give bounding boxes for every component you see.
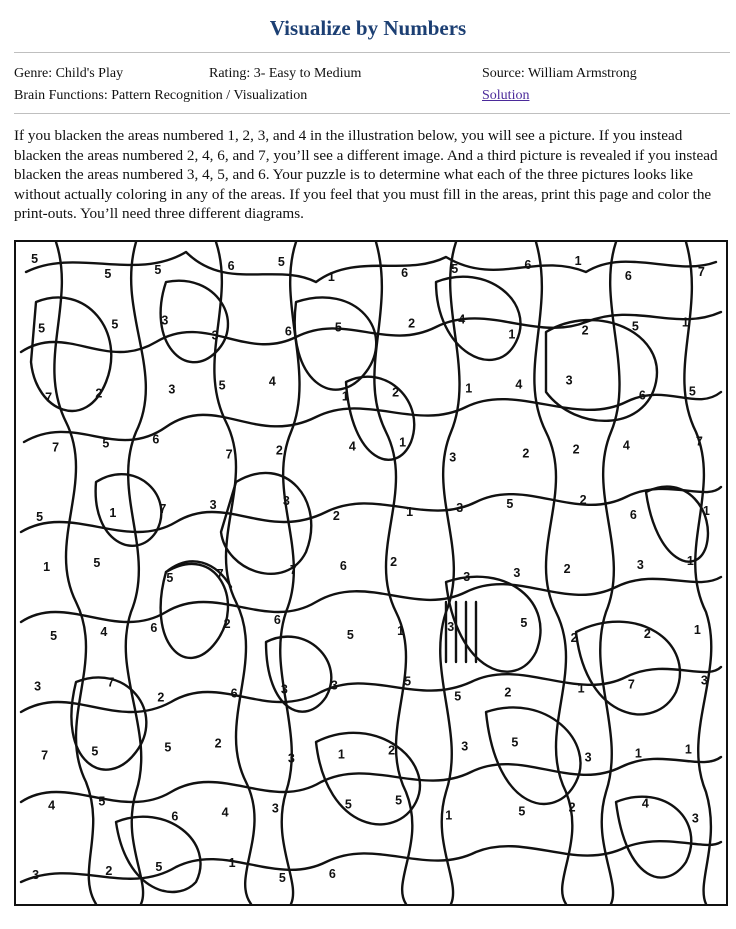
- region-number: 2: [568, 800, 576, 815]
- region-number: 4: [221, 805, 229, 820]
- region-number: 6: [227, 259, 235, 274]
- region-number: 2: [579, 492, 587, 507]
- region-number: 1: [508, 327, 516, 342]
- brain-functions-label: Brain Functions: Pattern Recognition / Visualization: [14, 88, 308, 103]
- region-number: 5: [91, 744, 99, 759]
- region-number: 1: [406, 504, 414, 519]
- region-number: 4: [515, 377, 523, 392]
- region-number: 4: [348, 439, 356, 454]
- region-number: 5: [631, 319, 639, 334]
- region-number: 5: [395, 793, 403, 808]
- region-number: 6: [524, 258, 532, 273]
- region-number: 3: [691, 811, 699, 826]
- region-number: 3: [271, 801, 279, 816]
- region-number: 7: [289, 563, 297, 577]
- region-number: 6: [328, 866, 336, 881]
- region-number: 2: [581, 323, 589, 338]
- region-number: 2: [563, 562, 571, 576]
- region-number: 4: [641, 796, 649, 811]
- region-number: 6: [624, 269, 632, 284]
- region-number: 5: [50, 629, 58, 644]
- region-number: 7: [52, 440, 60, 455]
- region-number: 4: [622, 438, 630, 453]
- region-number: 1: [327, 270, 335, 285]
- region-number: 1: [634, 746, 642, 761]
- region-number: 5: [451, 262, 459, 277]
- region-number: 6: [230, 686, 238, 701]
- region-number: 5: [218, 378, 226, 393]
- region-number: 6: [638, 388, 646, 403]
- region-number: 5: [36, 509, 44, 524]
- region-number: 5: [31, 252, 39, 267]
- region-number: 3: [565, 373, 573, 388]
- region-number: 2: [390, 555, 398, 569]
- region-number: 7: [627, 677, 635, 692]
- region-number: 2: [214, 736, 222, 751]
- region-number: 2: [332, 508, 340, 523]
- region-number: 5: [506, 496, 514, 511]
- region-number: 5: [518, 804, 526, 819]
- solution-link[interactable]: Solution: [482, 88, 530, 103]
- region-number: 5: [511, 735, 519, 750]
- region-number: 1: [445, 808, 453, 823]
- region-number: 2: [572, 442, 580, 457]
- region-number: 5: [98, 794, 106, 809]
- region-number: 3: [461, 739, 469, 754]
- region-number: 7: [41, 748, 49, 763]
- region-number: 5: [166, 571, 174, 585]
- region-number: 1: [684, 742, 692, 757]
- region-number: 3: [463, 570, 471, 584]
- region-number: 4: [268, 374, 276, 389]
- region-number: 5: [346, 628, 354, 643]
- region-number: 3: [449, 450, 457, 465]
- region-number: 1: [465, 381, 473, 396]
- region-number: 5: [102, 436, 110, 451]
- region-number: 7: [216, 567, 224, 581]
- source-label: Source: William Armstrong: [482, 66, 637, 81]
- region-number: 5: [520, 616, 528, 631]
- region-number: 3: [280, 682, 288, 697]
- region-number: 4: [48, 798, 56, 813]
- region-number: 5: [688, 384, 696, 399]
- region-number: 3: [211, 328, 219, 343]
- region-number: 3: [700, 673, 708, 688]
- region-number: 3: [209, 497, 217, 512]
- region-number: 3: [287, 751, 295, 766]
- region-number: 3: [584, 750, 592, 765]
- region-number: 1: [681, 315, 689, 330]
- region-number: 1: [702, 503, 710, 518]
- region-number: 3: [32, 867, 40, 882]
- region-number: 6: [401, 266, 409, 281]
- region-number: 5: [93, 556, 101, 570]
- region-number: 5: [154, 263, 162, 278]
- region-number: 2: [504, 685, 512, 700]
- divider-top: [14, 52, 730, 53]
- region-number: 1: [574, 254, 582, 269]
- region-number: 5: [404, 674, 412, 689]
- region-number: 1: [577, 681, 585, 696]
- region-number: 1: [686, 554, 694, 568]
- region-number: 3: [447, 620, 455, 635]
- region-number: 2: [157, 690, 165, 705]
- region-number: 2: [105, 863, 113, 878]
- region-number: 1: [109, 505, 117, 520]
- region-number: 6: [171, 809, 179, 824]
- region-number: 6: [629, 507, 637, 522]
- region-number: 2: [408, 316, 416, 331]
- region-number: 3: [168, 382, 176, 397]
- region-number: 3: [161, 313, 169, 328]
- region-number: 1: [693, 623, 701, 638]
- region-number: 3: [34, 679, 42, 694]
- page-title: Visualize by Numbers: [269, 16, 467, 40]
- region-number: 1: [397, 624, 405, 639]
- region-number: 5: [454, 689, 462, 704]
- instructions-paragraph: If you blacken the areas numbered 1, 2, 3, and 4 in the illustration below, you will see a picture. If you instead blacken the areas numbered 2, 4, 6, and 7, you’ll see a different image. And a third picture is revealed if you instead blacken the areas numbered 3, 4, 5, and 6. Your puzzle is to determine what each of the three pictures looks like without actually coloring in any of the areas. If you feel that you must fill in the areas, print this page and color the print-outs. You’ll need three different diagrams.: [14, 127, 718, 222]
- region-number: 6: [152, 432, 160, 447]
- region-number: 5: [334, 320, 342, 335]
- region-number: 3: [636, 558, 644, 572]
- region-number: 1: [399, 435, 407, 450]
- region-number: 5: [277, 255, 285, 270]
- region-number: 7: [45, 390, 53, 405]
- region-number: 3: [282, 493, 290, 508]
- region-number: 7: [225, 447, 233, 462]
- region-number: 7: [159, 501, 167, 516]
- region-number: 6: [284, 324, 292, 339]
- region-number: 1: [337, 747, 345, 762]
- region-number: 1: [43, 560, 51, 574]
- region-number: 4: [100, 625, 108, 640]
- divider-bottom: [14, 113, 730, 114]
- region-number: 1: [228, 855, 236, 870]
- region-number: 2: [95, 386, 103, 401]
- region-number: 3: [513, 566, 521, 580]
- region-number: 2: [275, 443, 283, 458]
- region-number: 5: [164, 740, 172, 755]
- region-number: 4: [458, 312, 466, 327]
- region-number: 7: [697, 265, 705, 280]
- region-number: 5: [278, 870, 286, 885]
- region-number: 5: [344, 797, 352, 812]
- region-number: 2: [570, 631, 578, 646]
- region-number: 6: [339, 559, 347, 573]
- rating-label: Rating: 3- Easy to Medium: [209, 66, 362, 81]
- region-number: 6: [273, 613, 281, 628]
- region-number: 5: [38, 321, 46, 336]
- region-number: 2: [392, 385, 400, 400]
- region-number: 5: [155, 859, 163, 874]
- region-number: 3: [456, 500, 464, 515]
- region-number: 3: [330, 678, 338, 693]
- region-number: 5: [111, 317, 119, 332]
- region-number: 6: [150, 621, 158, 636]
- region-number: 2: [388, 743, 396, 758]
- region-number: 7: [107, 675, 115, 690]
- genre-label: Genre: Child's Play: [14, 66, 124, 81]
- region-number: 2: [522, 446, 530, 461]
- puzzle-drawing: [16, 242, 726, 904]
- region-number: 2: [223, 617, 231, 632]
- region-number: 5: [104, 267, 112, 282]
- region-number: 2: [643, 627, 651, 642]
- puzzle-illustration: [14, 240, 728, 906]
- region-number: 1: [341, 389, 349, 404]
- region-number: 7: [695, 434, 703, 449]
